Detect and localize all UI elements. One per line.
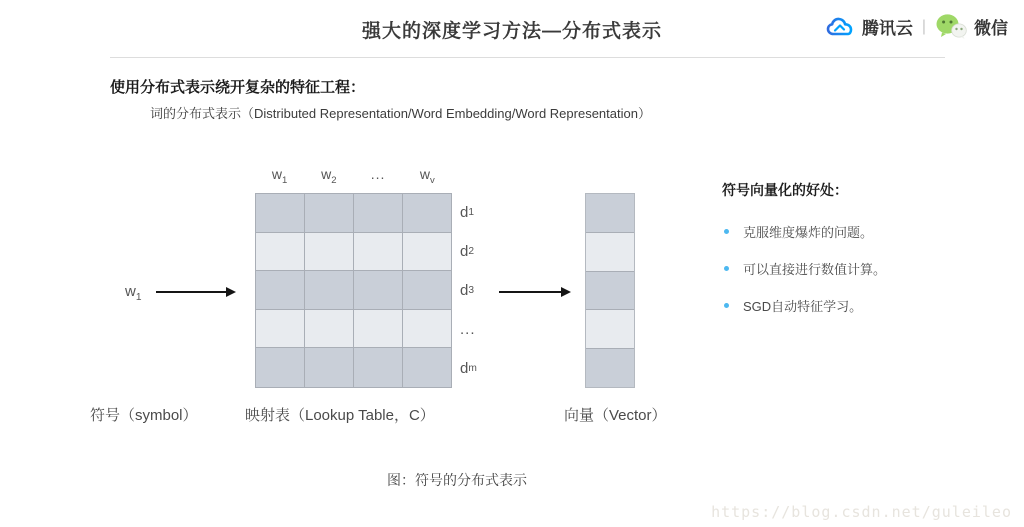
col-header-wv: $w_v$ xyxy=(419,166,435,186)
benefit-text: SGD自动特征学习。 xyxy=(743,299,863,314)
row-label-dm: d m xyxy=(460,360,477,377)
matrix-cell xyxy=(354,233,403,272)
section-heading: 使用分布式表示绕开复杂的特征工程： xyxy=(110,79,366,96)
label-symbol: 符号（symbol） xyxy=(90,407,198,424)
brand-separator: | xyxy=(921,17,926,35)
row-label-d1: d 1 xyxy=(460,204,475,221)
wechat-label: 微信 xyxy=(974,19,1008,38)
matrix-row xyxy=(256,271,451,310)
col-header-ellipsis: ... xyxy=(370,166,386,182)
row-label-ellipsis: ... xyxy=(460,321,476,338)
tencent-cloud-label: 腾讯云 xyxy=(861,19,913,38)
matrix-column-headers xyxy=(255,166,452,186)
matrix-cell xyxy=(305,233,354,272)
wechat-icon xyxy=(935,13,967,40)
benefit-item xyxy=(722,259,992,278)
title-divider xyxy=(110,57,945,58)
row-label-d2: d 2 xyxy=(460,243,475,260)
tencent-cloud-icon xyxy=(825,15,855,39)
vector-cell xyxy=(586,349,634,387)
bullet-dot-icon xyxy=(724,266,729,271)
matrix-row xyxy=(256,310,451,349)
matrix-cell xyxy=(305,310,354,349)
matrix-row xyxy=(256,348,451,387)
matrix-row xyxy=(256,194,451,233)
vector-cell xyxy=(586,310,634,349)
matrix-cell xyxy=(256,194,305,233)
bullet-dot-icon xyxy=(724,303,729,308)
section-subheading: 词的分布式表示（Distributed Representation/Word Embedding/Word Representation） xyxy=(150,106,651,121)
matrix-cell xyxy=(354,348,403,387)
matrix-cell xyxy=(305,194,354,233)
matrix-row xyxy=(256,233,451,272)
arrow-table-to-vector xyxy=(499,291,569,293)
matrix-cell xyxy=(354,194,403,233)
benefit-item xyxy=(722,222,992,241)
matrix-cell xyxy=(403,271,451,310)
matrix-cell xyxy=(403,194,451,233)
vector-cell xyxy=(586,233,634,272)
matrix-cell xyxy=(256,271,305,310)
matrix-cell xyxy=(403,233,451,272)
bullet-dot-icon xyxy=(724,229,729,234)
page-title: 强大的深度学习方法—分布式表示 xyxy=(361,21,662,42)
figure-caption: 图：符号的分布式表示 xyxy=(387,472,527,488)
matrix-cell xyxy=(403,310,451,349)
matrix-cell xyxy=(354,310,403,349)
benefit-text: 克服维度爆炸的问题。 xyxy=(743,225,874,240)
label-vector: 向量（Vector） xyxy=(564,407,667,424)
matrix-cell xyxy=(256,348,305,387)
benefits-panel xyxy=(722,180,992,333)
matrix-cell xyxy=(256,310,305,349)
vector-cell xyxy=(586,194,634,233)
watermark-url: https://blog.csdn.net/guleileo xyxy=(711,503,1012,521)
vector-cell xyxy=(586,272,634,311)
matrix-row-labels xyxy=(460,193,494,388)
matrix-cell xyxy=(403,348,451,387)
benefit-text: 可以直接进行数值计算。 xyxy=(743,262,887,277)
label-lookup-table: 映射表（Lookup Table，C） xyxy=(245,407,435,424)
lookup-table-matrix xyxy=(255,193,452,388)
matrix-cell xyxy=(305,271,354,310)
matrix-cell xyxy=(256,233,305,272)
output-vector xyxy=(585,193,635,388)
brand-logos xyxy=(825,13,1008,40)
row-label-d3: d 3 xyxy=(460,282,475,299)
col-header-w1: $w_1$ xyxy=(271,166,288,186)
arrow-symbol-to-table xyxy=(156,291,234,293)
input-symbol-w1: $w_1$ xyxy=(125,283,142,303)
benefit-item xyxy=(722,296,992,315)
matrix-cell xyxy=(305,348,354,387)
matrix-cell xyxy=(354,271,403,310)
benefits-title: 符号向量化的好处： xyxy=(722,182,848,198)
col-header-w2: $w_2$ xyxy=(321,166,337,186)
